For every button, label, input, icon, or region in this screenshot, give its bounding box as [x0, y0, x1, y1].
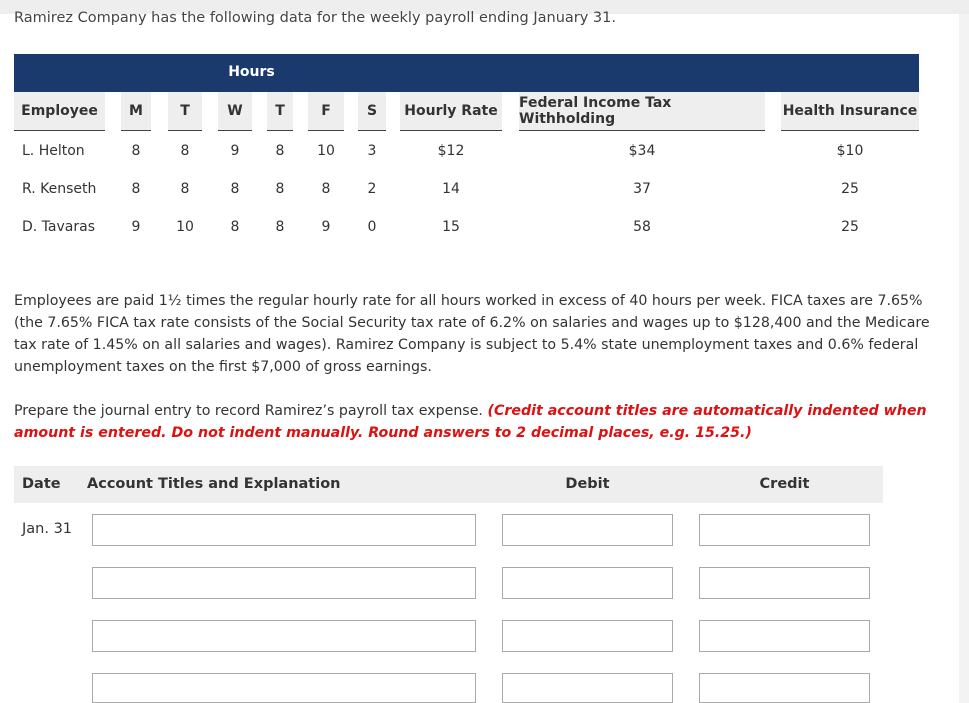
journal-header — [14, 466, 883, 503]
employee-name: R. Kenseth — [22, 181, 97, 197]
employee-name: L. Helton — [22, 143, 85, 159]
hours-cell: 8 — [321, 181, 331, 197]
hours-cell: 0 — [367, 219, 377, 235]
journal-head-date: Date — [22, 476, 61, 492]
col-head-tue: T — [168, 92, 202, 131]
journal-date: Jan. 31 — [22, 521, 73, 537]
scrollbar-track[interactable] — [959, 14, 969, 703]
hours-title: Hours — [228, 64, 275, 80]
hours-cell: 10 — [317, 143, 335, 159]
hours-cell: 9 — [230, 143, 240, 159]
account-title-input[interactable] — [92, 514, 476, 546]
hourly-rate-cell: 14 — [442, 181, 460, 197]
journal-head-credit: Credit — [759, 476, 810, 492]
prompt-text: Prepare the journal entry to record Ramirez’s payroll tax expense. — [14, 403, 483, 419]
hours-header-band — [14, 54, 919, 92]
col-head-sat: S — [358, 92, 386, 131]
col-head-wed: W — [218, 92, 252, 131]
hourly-rate-cell: 15 — [442, 219, 460, 235]
hours-cell: 9 — [131, 219, 141, 235]
account-title-input[interactable] — [92, 673, 476, 703]
debit-input[interactable] — [502, 673, 673, 703]
federal-tax-cell: 58 — [633, 219, 651, 235]
credit-input[interactable] — [699, 673, 870, 703]
hours-cell: 8 — [230, 219, 240, 235]
hours-cell: 8 — [230, 181, 240, 197]
credit-input[interactable] — [699, 514, 870, 546]
col-head-hourly-rate: Hourly Rate — [400, 92, 502, 131]
question-prompt — [14, 400, 939, 444]
account-title-input[interactable] — [92, 620, 476, 652]
hours-cell: 9 — [321, 219, 331, 235]
col-head-federal-tax: Federal Income Tax Withholding — [519, 92, 765, 131]
hours-cell: 10 — [176, 219, 194, 235]
hours-cell: 8 — [131, 143, 141, 159]
col-head-fri: F — [308, 92, 344, 131]
federal-tax-cell: $34 — [628, 143, 656, 159]
debit-input[interactable] — [502, 514, 673, 546]
hours-cell: 8 — [131, 181, 141, 197]
debit-input[interactable] — [502, 567, 673, 599]
intro-text: Ramirez Company has the following data for the weekly payroll ending January 31. — [14, 10, 616, 26]
federal-tax-cell: 37 — [633, 181, 651, 197]
health-insurance-cell: 25 — [841, 181, 859, 197]
debit-input[interactable] — [502, 620, 673, 652]
journal-head-debit: Debit — [565, 476, 610, 492]
col-head-mon: M — [121, 92, 151, 131]
employee-name: D. Tavaras — [22, 219, 95, 235]
hourly-rate-cell: $12 — [437, 143, 465, 159]
health-insurance-cell: 25 — [841, 219, 859, 235]
health-insurance-cell: $10 — [836, 143, 864, 159]
instruction-text: (Credit account titles are automatically indented when amount is entered. Do not indent manually. Round answers to 2 decimal places, e.g. 15.25.) — [14, 403, 927, 441]
journal-head-account: Account Titles and Explanation — [87, 476, 341, 492]
hours-cell: 2 — [367, 181, 377, 197]
problem-paragraph: Employees are paid 1½ times the regular hourly rate for all hours worked in excess of 40 hours per week. FICA taxes are 7.65% (the 7.65% FICA tax rate consists of the Social Security tax rate of 6.2% on salaries and wages up to $128,400 and the Medicare tax rate of 1.45% on all salaries and wages). Ramirez Company is subject to 5.4% state unemployment taxes and 0.6% federal unemployment taxes on the first $7,000 of gross earnings. — [14, 293, 930, 375]
credit-input[interactable] — [699, 567, 870, 599]
account-title-input[interactable] — [92, 567, 476, 599]
hours-cell: 8 — [275, 143, 285, 159]
col-head-thu: T — [267, 92, 293, 131]
hours-cell: 3 — [367, 143, 377, 159]
col-head-health-insurance: Health Insurance — [781, 92, 919, 131]
hours-cell: 8 — [275, 219, 285, 235]
hours-cell: 8 — [180, 143, 190, 159]
credit-input[interactable] — [699, 620, 870, 652]
hours-cell: 8 — [180, 181, 190, 197]
col-head-employee: Employee — [14, 92, 105, 131]
hours-cell: 8 — [275, 181, 285, 197]
